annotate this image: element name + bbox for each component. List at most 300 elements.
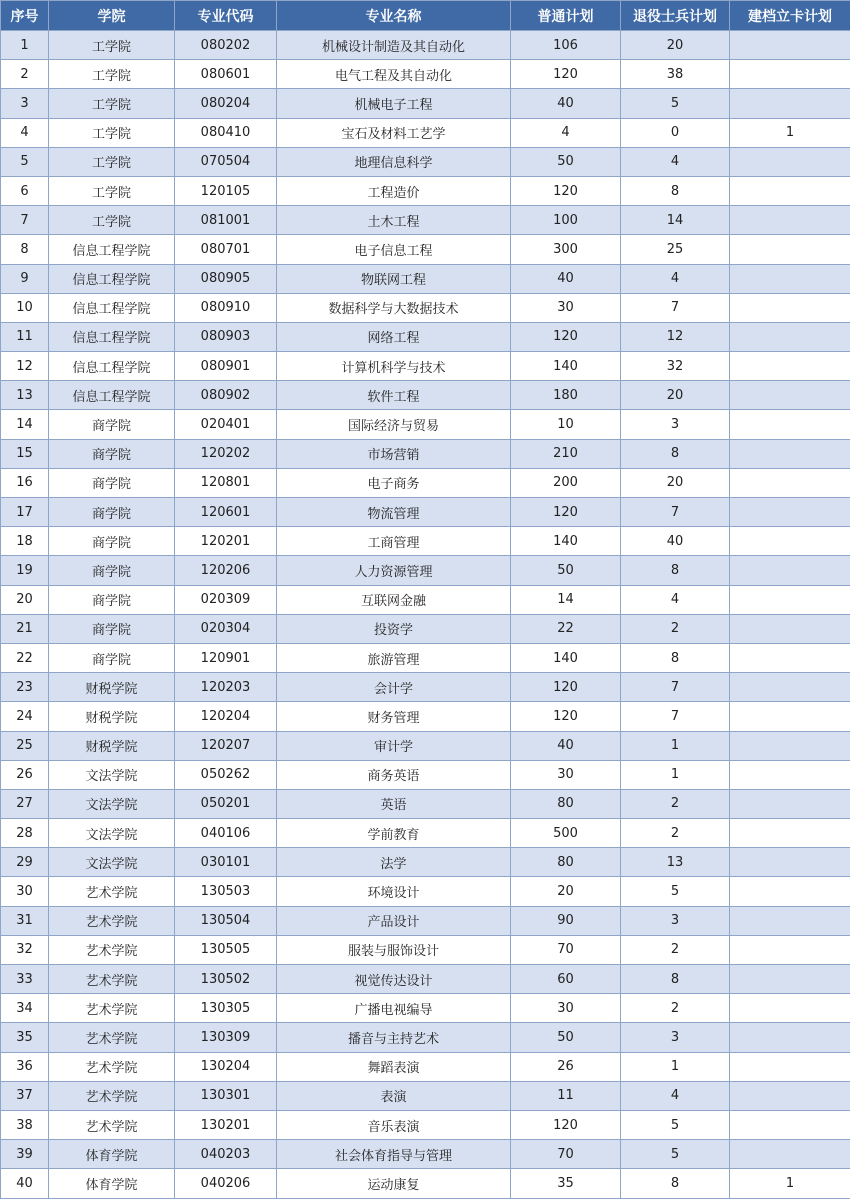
cell-regular-plan: 10 — [511, 410, 621, 439]
cell-veteran-plan: 5 — [621, 1140, 730, 1169]
cell-regular-plan: 140 — [511, 643, 621, 672]
table-body — [1, 31, 850, 1199]
header-row — [1, 1, 850, 31]
cell-poverty-plan — [730, 1023, 850, 1052]
cell-regular-plan: 30 — [511, 994, 621, 1023]
cell-veteran-plan: 2 — [621, 789, 730, 818]
cell-major-code: 020304 — [175, 614, 277, 643]
cell-regular-plan: 180 — [511, 381, 621, 410]
cell-seq: 17 — [1, 498, 49, 527]
cell-veteran-plan: 3 — [621, 410, 730, 439]
cell-seq: 12 — [1, 352, 49, 381]
cell-college: 信息工程学院 — [49, 264, 175, 293]
cell-college: 体育学院 — [49, 1140, 175, 1169]
table-row — [1, 1052, 850, 1081]
cell-seq: 36 — [1, 1052, 49, 1081]
cell-regular-plan: 4 — [511, 118, 621, 147]
cell-college: 商学院 — [49, 468, 175, 497]
cell-seq: 22 — [1, 643, 49, 672]
cell-major-name: 工程造价 — [277, 176, 511, 205]
cell-regular-plan: 100 — [511, 206, 621, 235]
cell-seq: 28 — [1, 819, 49, 848]
cell-college: 信息工程学院 — [49, 322, 175, 351]
cell-major-name: 计算机科学与技术 — [277, 352, 511, 381]
cell-regular-plan: 80 — [511, 848, 621, 877]
cell-major-code: 120206 — [175, 556, 277, 585]
cell-college: 财税学院 — [49, 673, 175, 702]
cell-major-name: 舞蹈表演 — [277, 1052, 511, 1081]
cell-seq: 20 — [1, 585, 49, 614]
cell-poverty-plan — [730, 965, 850, 994]
cell-poverty-plan — [730, 264, 850, 293]
cell-seq: 35 — [1, 1023, 49, 1052]
cell-veteran-plan: 14 — [621, 206, 730, 235]
cell-seq: 34 — [1, 994, 49, 1023]
cell-poverty-plan — [730, 1052, 850, 1081]
cell-seq: 26 — [1, 760, 49, 789]
cell-major-code: 120801 — [175, 468, 277, 497]
cell-major-code: 130505 — [175, 935, 277, 964]
cell-major-name: 学前教育 — [277, 819, 511, 848]
table-row — [1, 1081, 850, 1110]
cell-seq: 31 — [1, 906, 49, 935]
cell-veteran-plan: 7 — [621, 293, 730, 322]
cell-seq: 4 — [1, 118, 49, 147]
table-header — [1, 1, 850, 31]
cell-college: 艺术学院 — [49, 1023, 175, 1052]
cell-regular-plan: 140 — [511, 352, 621, 381]
cell-regular-plan: 120 — [511, 322, 621, 351]
cell-regular-plan: 140 — [511, 527, 621, 556]
cell-regular-plan: 40 — [511, 89, 621, 118]
cell-college: 艺术学院 — [49, 906, 175, 935]
table-row — [1, 585, 850, 614]
cell-regular-plan: 35 — [511, 1169, 621, 1198]
cell-seq: 13 — [1, 381, 49, 410]
cell-poverty-plan — [730, 31, 850, 60]
cell-major-name: 广播电视编导 — [277, 994, 511, 1023]
cell-regular-plan: 11 — [511, 1081, 621, 1110]
cell-veteran-plan: 12 — [621, 322, 730, 351]
cell-college: 文法学院 — [49, 789, 175, 818]
cell-veteran-plan: 0 — [621, 118, 730, 147]
cell-veteran-plan: 5 — [621, 1110, 730, 1139]
cell-major-code: 050201 — [175, 789, 277, 818]
cell-college: 体育学院 — [49, 1169, 175, 1198]
table-row — [1, 352, 850, 381]
header-major-code: 专业代码 — [175, 1, 277, 31]
cell-major-code: 120201 — [175, 527, 277, 556]
cell-major-code: 040106 — [175, 819, 277, 848]
cell-poverty-plan — [730, 789, 850, 818]
header-poverty-plan: 建档立卡计划 — [730, 1, 850, 31]
cell-regular-plan: 120 — [511, 498, 621, 527]
cell-veteran-plan: 1 — [621, 1052, 730, 1081]
cell-veteran-plan: 4 — [621, 1081, 730, 1110]
cell-veteran-plan: 3 — [621, 1023, 730, 1052]
table-row — [1, 31, 850, 60]
cell-poverty-plan — [730, 731, 850, 760]
cell-veteran-plan: 8 — [621, 176, 730, 205]
table-row — [1, 848, 850, 877]
cell-poverty-plan — [730, 176, 850, 205]
cell-major-name: 投资学 — [277, 614, 511, 643]
cell-major-name: 播音与主持艺术 — [277, 1023, 511, 1052]
cell-major-code: 030101 — [175, 848, 277, 877]
table-row — [1, 556, 850, 585]
table-row — [1, 789, 850, 818]
cell-college: 文法学院 — [49, 819, 175, 848]
cell-regular-plan: 210 — [511, 439, 621, 468]
cell-college: 商学院 — [49, 643, 175, 672]
cell-major-code: 120105 — [175, 176, 277, 205]
cell-veteran-plan: 4 — [621, 585, 730, 614]
cell-poverty-plan — [730, 206, 850, 235]
cell-poverty-plan — [730, 673, 850, 702]
cell-major-code: 020309 — [175, 585, 277, 614]
table-row — [1, 293, 850, 322]
cell-poverty-plan — [730, 352, 850, 381]
cell-major-code: 080410 — [175, 118, 277, 147]
cell-regular-plan: 70 — [511, 1140, 621, 1169]
cell-college: 信息工程学院 — [49, 381, 175, 410]
cell-major-code: 130504 — [175, 906, 277, 935]
cell-college: 艺术学院 — [49, 994, 175, 1023]
cell-college: 商学院 — [49, 585, 175, 614]
cell-veteran-plan: 5 — [621, 89, 730, 118]
cell-major-name: 国际经济与贸易 — [277, 410, 511, 439]
cell-veteran-plan: 32 — [621, 352, 730, 381]
table-row — [1, 760, 850, 789]
cell-major-code: 120204 — [175, 702, 277, 731]
cell-seq: 27 — [1, 789, 49, 818]
cell-major-code: 080204 — [175, 89, 277, 118]
cell-major-code: 130204 — [175, 1052, 277, 1081]
cell-college: 商学院 — [49, 527, 175, 556]
table-row — [1, 60, 850, 89]
table-row — [1, 176, 850, 205]
cell-poverty-plan — [730, 556, 850, 585]
table-row — [1, 673, 850, 702]
cell-poverty-plan — [730, 89, 850, 118]
cell-seq: 24 — [1, 702, 49, 731]
cell-poverty-plan — [730, 293, 850, 322]
cell-veteran-plan: 7 — [621, 498, 730, 527]
cell-poverty-plan — [730, 381, 850, 410]
table-row — [1, 614, 850, 643]
cell-regular-plan: 70 — [511, 935, 621, 964]
cell-veteran-plan: 4 — [621, 147, 730, 176]
cell-major-name: 机械设计制造及其自动化 — [277, 31, 511, 60]
table-row — [1, 965, 850, 994]
cell-major-name: 会计学 — [277, 673, 511, 702]
cell-poverty-plan — [730, 1110, 850, 1139]
cell-major-name: 人力资源管理 — [277, 556, 511, 585]
cell-regular-plan: 300 — [511, 235, 621, 264]
cell-college: 工学院 — [49, 118, 175, 147]
cell-major-name: 表演 — [277, 1081, 511, 1110]
cell-major-code: 120203 — [175, 673, 277, 702]
table-row — [1, 147, 850, 176]
cell-college: 文法学院 — [49, 848, 175, 877]
cell-regular-plan: 120 — [511, 673, 621, 702]
cell-major-name: 互联网金融 — [277, 585, 511, 614]
cell-major-code: 130309 — [175, 1023, 277, 1052]
cell-college: 商学院 — [49, 498, 175, 527]
cell-poverty-plan — [730, 702, 850, 731]
cell-regular-plan: 50 — [511, 147, 621, 176]
cell-poverty-plan — [730, 439, 850, 468]
header-veteran-plan: 退役士兵计划 — [621, 1, 730, 31]
cell-college: 财税学院 — [49, 731, 175, 760]
table-row — [1, 89, 850, 118]
cell-college: 艺术学院 — [49, 965, 175, 994]
cell-seq: 15 — [1, 439, 49, 468]
cell-poverty-plan — [730, 760, 850, 789]
cell-regular-plan: 40 — [511, 731, 621, 760]
cell-veteran-plan: 25 — [621, 235, 730, 264]
cell-seq: 30 — [1, 877, 49, 906]
cell-poverty-plan — [730, 468, 850, 497]
cell-major-name: 法学 — [277, 848, 511, 877]
cell-major-code: 080901 — [175, 352, 277, 381]
cell-seq: 5 — [1, 147, 49, 176]
cell-veteran-plan: 2 — [621, 935, 730, 964]
table-row — [1, 118, 850, 147]
cell-major-code: 120202 — [175, 439, 277, 468]
cell-regular-plan: 120 — [511, 60, 621, 89]
table-row — [1, 235, 850, 264]
cell-seq: 8 — [1, 235, 49, 264]
cell-veteran-plan: 4 — [621, 264, 730, 293]
cell-major-name: 机械电子工程 — [277, 89, 511, 118]
table-row — [1, 468, 850, 497]
cell-poverty-plan — [730, 147, 850, 176]
cell-veteran-plan: 7 — [621, 673, 730, 702]
cell-major-code: 120207 — [175, 731, 277, 760]
cell-seq: 40 — [1, 1169, 49, 1198]
cell-regular-plan: 22 — [511, 614, 621, 643]
cell-major-name: 土木工程 — [277, 206, 511, 235]
cell-veteran-plan: 8 — [621, 439, 730, 468]
cell-college: 信息工程学院 — [49, 352, 175, 381]
table-row — [1, 819, 850, 848]
cell-veteran-plan: 2 — [621, 994, 730, 1023]
cell-major-name: 电子信息工程 — [277, 235, 511, 264]
cell-veteran-plan: 8 — [621, 643, 730, 672]
cell-poverty-plan — [730, 994, 850, 1023]
cell-major-code: 070504 — [175, 147, 277, 176]
cell-major-name: 地理信息科学 — [277, 147, 511, 176]
cell-seq: 1 — [1, 31, 49, 60]
cell-poverty-plan — [730, 877, 850, 906]
cell-poverty-plan — [730, 498, 850, 527]
cell-veteran-plan: 8 — [621, 1169, 730, 1198]
cell-poverty-plan — [730, 935, 850, 964]
cell-major-name: 电气工程及其自动化 — [277, 60, 511, 89]
cell-major-name: 社会体育指导与管理 — [277, 1140, 511, 1169]
cell-major-name: 网络工程 — [277, 322, 511, 351]
cell-seq: 38 — [1, 1110, 49, 1139]
cell-college: 工学院 — [49, 147, 175, 176]
cell-poverty-plan — [730, 643, 850, 672]
table-row — [1, 935, 850, 964]
cell-major-code: 130201 — [175, 1110, 277, 1139]
cell-seq: 6 — [1, 176, 49, 205]
cell-regular-plan: 120 — [511, 1110, 621, 1139]
cell-major-code: 081001 — [175, 206, 277, 235]
cell-veteran-plan: 20 — [621, 381, 730, 410]
cell-poverty-plan — [730, 235, 850, 264]
cell-veteran-plan: 40 — [621, 527, 730, 556]
cell-major-name: 视觉传达设计 — [277, 965, 511, 994]
cell-major-name: 旅游管理 — [277, 643, 511, 672]
cell-poverty-plan — [730, 614, 850, 643]
cell-seq: 18 — [1, 527, 49, 556]
cell-poverty-plan — [730, 1081, 850, 1110]
cell-seq: 2 — [1, 60, 49, 89]
cell-major-code: 020401 — [175, 410, 277, 439]
cell-seq: 39 — [1, 1140, 49, 1169]
cell-major-code: 130301 — [175, 1081, 277, 1110]
cell-major-name: 英语 — [277, 789, 511, 818]
cell-college: 工学院 — [49, 176, 175, 205]
cell-veteran-plan: 20 — [621, 31, 730, 60]
cell-poverty-plan — [730, 410, 850, 439]
cell-seq: 19 — [1, 556, 49, 585]
table-row — [1, 206, 850, 235]
cell-major-name: 环境设计 — [277, 877, 511, 906]
cell-poverty-plan: 1 — [730, 1169, 850, 1198]
cell-regular-plan: 106 — [511, 31, 621, 60]
cell-college: 工学院 — [49, 89, 175, 118]
cell-seq: 3 — [1, 89, 49, 118]
cell-seq: 14 — [1, 410, 49, 439]
cell-regular-plan: 80 — [511, 789, 621, 818]
cell-veteran-plan: 5 — [621, 877, 730, 906]
cell-major-name: 运动康复 — [277, 1169, 511, 1198]
table-row — [1, 322, 850, 351]
cell-college: 工学院 — [49, 206, 175, 235]
cell-poverty-plan — [730, 527, 850, 556]
cell-major-code: 080601 — [175, 60, 277, 89]
table-row — [1, 877, 850, 906]
cell-seq: 11 — [1, 322, 49, 351]
cell-major-name: 数据科学与大数据技术 — [277, 293, 511, 322]
cell-poverty-plan — [730, 585, 850, 614]
cell-veteran-plan: 13 — [621, 848, 730, 877]
cell-veteran-plan: 8 — [621, 965, 730, 994]
cell-college: 信息工程学院 — [49, 293, 175, 322]
cell-major-name: 物流管理 — [277, 498, 511, 527]
table-row — [1, 1169, 850, 1198]
header-college: 学院 — [49, 1, 175, 31]
table-row — [1, 527, 850, 556]
cell-seq: 10 — [1, 293, 49, 322]
cell-college: 商学院 — [49, 614, 175, 643]
cell-poverty-plan — [730, 848, 850, 877]
cell-poverty-plan — [730, 819, 850, 848]
cell-college: 艺术学院 — [49, 1110, 175, 1139]
table-row — [1, 439, 850, 468]
cell-veteran-plan: 7 — [621, 702, 730, 731]
cell-major-name: 审计学 — [277, 731, 511, 760]
cell-major-name: 电子商务 — [277, 468, 511, 497]
cell-college: 艺术学院 — [49, 1052, 175, 1081]
table-row — [1, 498, 850, 527]
cell-major-code: 040203 — [175, 1140, 277, 1169]
cell-major-name: 服装与服饰设计 — [277, 935, 511, 964]
cell-regular-plan: 60 — [511, 965, 621, 994]
cell-major-code: 130503 — [175, 877, 277, 906]
cell-veteran-plan: 38 — [621, 60, 730, 89]
cell-regular-plan: 30 — [511, 293, 621, 322]
header-regular-plan: 普通计划 — [511, 1, 621, 31]
cell-seq: 21 — [1, 614, 49, 643]
cell-regular-plan: 90 — [511, 906, 621, 935]
cell-veteran-plan: 2 — [621, 614, 730, 643]
cell-major-code: 130305 — [175, 994, 277, 1023]
cell-major-code: 120601 — [175, 498, 277, 527]
cell-college: 艺术学院 — [49, 935, 175, 964]
cell-poverty-plan — [730, 906, 850, 935]
table-row — [1, 1023, 850, 1052]
cell-regular-plan: 30 — [511, 760, 621, 789]
cell-veteran-plan: 3 — [621, 906, 730, 935]
cell-seq: 32 — [1, 935, 49, 964]
cell-major-name: 软件工程 — [277, 381, 511, 410]
table-row — [1, 1110, 850, 1139]
cell-poverty-plan: 1 — [730, 118, 850, 147]
cell-poverty-plan — [730, 60, 850, 89]
cell-regular-plan: 120 — [511, 176, 621, 205]
header-seq: 序号 — [1, 1, 49, 31]
table-row — [1, 1140, 850, 1169]
table-row — [1, 906, 850, 935]
cell-major-code: 080905 — [175, 264, 277, 293]
cell-college: 工学院 — [49, 31, 175, 60]
cell-major-name: 商务英语 — [277, 760, 511, 789]
cell-regular-plan: 50 — [511, 556, 621, 585]
cell-major-code: 080910 — [175, 293, 277, 322]
cell-college: 艺术学院 — [49, 1081, 175, 1110]
cell-seq: 29 — [1, 848, 49, 877]
table-row — [1, 702, 850, 731]
table-row — [1, 731, 850, 760]
cell-major-name: 宝石及材料工艺学 — [277, 118, 511, 147]
cell-regular-plan: 120 — [511, 702, 621, 731]
cell-major-code: 050262 — [175, 760, 277, 789]
cell-poverty-plan — [730, 322, 850, 351]
cell-regular-plan: 50 — [511, 1023, 621, 1052]
cell-major-code: 080202 — [175, 31, 277, 60]
table-row — [1, 643, 850, 672]
cell-major-name: 产品设计 — [277, 906, 511, 935]
header-major-name: 专业名称 — [277, 1, 511, 31]
cell-veteran-plan: 8 — [621, 556, 730, 585]
cell-regular-plan: 40 — [511, 264, 621, 293]
cell-major-name: 音乐表演 — [277, 1110, 511, 1139]
cell-major-name: 市场营销 — [277, 439, 511, 468]
cell-regular-plan: 20 — [511, 877, 621, 906]
cell-major-code: 080701 — [175, 235, 277, 264]
cell-major-name: 物联网工程 — [277, 264, 511, 293]
cell-major-code: 120901 — [175, 643, 277, 672]
cell-college: 商学院 — [49, 556, 175, 585]
cell-major-name: 工商管理 — [277, 527, 511, 556]
cell-seq: 25 — [1, 731, 49, 760]
cell-veteran-plan: 1 — [621, 760, 730, 789]
